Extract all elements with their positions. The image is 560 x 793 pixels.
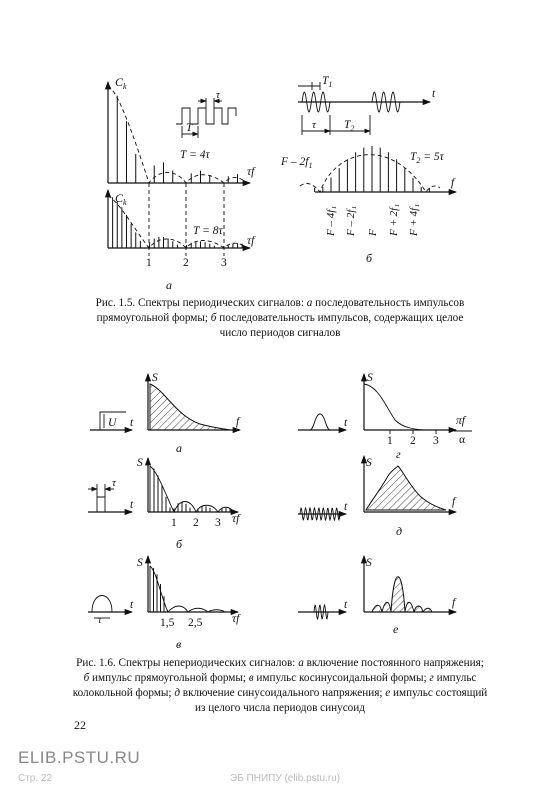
fig15a-bottom-lines <box>108 196 242 248</box>
fig16e-burst <box>300 605 338 619</box>
fig15-caption-line: Рис. 1.5. Спектры периодических сигналов: а последовательность импульсов <box>95 297 465 309</box>
fig15a-tick-2: 2 <box>183 257 189 269</box>
fig15a-pulse-train <box>176 108 236 124</box>
fig16-caption-line: колокольной формы; д включение синусоидального напряжения; е импульс состоящий <box>72 687 488 699</box>
fig16b-panel-letter: б <box>176 537 183 551</box>
fig16a-panel-letter: а <box>176 441 182 455</box>
fig16d-f-label: f <box>452 496 456 508</box>
fig15b-note: $T_2 = 5\tau$ <box>410 151 444 165</box>
fig16g-tick-3: 3 <box>433 435 439 447</box>
fig16d-S-label: S <box>366 457 372 469</box>
fig16-caption-line: из целого числа периодов синусоид <box>195 702 365 714</box>
fig15-caption <box>70 296 490 341</box>
fig16d-hatched-spectrum <box>366 466 446 510</box>
fig15a-pulse-tau: τ <box>216 89 220 101</box>
fig16-v-spectrum <box>137 556 241 651</box>
fig15b-frequency-labels <box>325 204 420 237</box>
fig16-a-spectrum <box>148 372 241 455</box>
fig15a-top-envelope <box>108 86 244 183</box>
fig16a-S-label: S <box>152 372 158 384</box>
fig16b-tick-2: 2 <box>193 517 199 529</box>
fig15b-t-label: t <box>432 88 436 100</box>
fig16g-panel-letter: г <box>396 447 401 461</box>
fig15a-top-xlabel: τf <box>247 166 255 178</box>
fig16v-tick-2: 2,5 <box>188 617 203 629</box>
fig16-e-spectrum <box>364 556 457 636</box>
fig15a-panel-letter: а <box>166 278 172 292</box>
fig15b-panel-letter: б <box>366 251 373 265</box>
fig16e-panel-letter: е <box>393 622 399 636</box>
fig16v-S-label: S <box>137 557 143 569</box>
fig16-a-step-signal <box>90 412 134 430</box>
fig16b-tick-3: 3 <box>215 517 221 529</box>
fig16e-side-lobe <box>382 602 391 612</box>
fig15a-tick-1: 1 <box>146 257 152 269</box>
fig15a-pulse-T: T <box>186 122 193 134</box>
fig16v-tau-label: τ <box>98 615 102 626</box>
fig16e-S-label: S <box>366 557 372 569</box>
fig15a-top-note: T = 4τ <box>180 149 210 161</box>
fig15a-tick-3: 3 <box>221 257 227 269</box>
fig16e-t-label: t <box>344 599 348 611</box>
fig15a-top-ylabel: $C_k$ <box>115 75 127 91</box>
fig16v-pulse <box>92 596 112 613</box>
fig16e-f-label: f <box>452 597 456 609</box>
fig15b-tau-label: τ <box>312 119 316 131</box>
fig16a-U-label: U <box>108 417 117 429</box>
fig15b-freq-label: F + 2f₁ <box>388 203 400 236</box>
fig16-v-cos-pulse <box>88 596 134 627</box>
fig16-caption <box>62 656 498 716</box>
fig15a-bottom-note: T = 8τ <box>193 225 223 237</box>
fig16v-envelope <box>150 566 225 612</box>
fig16-g-spectrum <box>364 372 472 461</box>
site-watermark[interactable]: ELIB.PSTU.RU <box>18 748 141 767</box>
fig15b-freq-label: F – 4f₁ <box>325 205 337 236</box>
fig15b-left-label: F – $2f_1$ <box>281 156 313 170</box>
fig16b-tau-label: τ <box>112 477 116 489</box>
fig16a-hatched-spectrum <box>150 384 230 430</box>
fig15-caption-line: прямоугольной формы; б последовательность импульсов, содержащих целое <box>96 312 464 324</box>
fig16e-lobes <box>372 577 432 612</box>
fig16g-alpha: α <box>459 434 466 446</box>
fig16-e-burst-signal <box>298 599 348 619</box>
fig15b-freq-label: F – 2f₁ <box>345 205 357 236</box>
fig15-caption-line: число периодов сигналов <box>219 327 341 339</box>
fig16b-pulse <box>97 497 105 512</box>
fig16b-t-label: t <box>130 499 134 511</box>
fig16a-t-label: t <box>130 417 134 429</box>
fig16g-pi-f: πf <box>456 415 465 427</box>
fig16e-side-lobe <box>414 606 423 612</box>
fig16e-side-lobe <box>372 605 382 612</box>
fig15b-freq-label: F + 4f₁ <box>408 203 420 236</box>
fig16g-S-label: S <box>367 372 373 384</box>
fig16g-t-label: t <box>344 417 348 429</box>
fig15b-freq-label: F <box>367 229 379 236</box>
fig16-caption-line: Рис. 1.6. Спектры непериодических сигналов: а включение постоянного напряжения; <box>76 657 484 669</box>
fig16e-side-lobe <box>423 608 432 612</box>
fig16v-t-label: t <box>130 599 134 611</box>
fig16v-tau-f-label: τf <box>232 613 240 625</box>
fig16a-f-label: f <box>236 416 240 428</box>
fig16d-panel-letter: д <box>396 524 403 538</box>
fig16-d-sine-signal <box>298 501 348 520</box>
fig15-panel-a <box>108 75 256 292</box>
fig16e-main-lobe <box>391 577 405 612</box>
fig15a-bottom-ylabel: $C_k$ <box>115 191 127 207</box>
fig16b-tick-1: 1 <box>171 517 177 529</box>
fig16g-tick-2: 2 <box>410 435 416 447</box>
fig16-d-spectrum <box>364 456 457 538</box>
fig16-b-rect-pulse <box>88 477 134 512</box>
fig16g-curve <box>364 384 430 430</box>
fig16-b-spectrum <box>137 457 241 551</box>
fig15b-T2-label: $T_2$ <box>344 119 355 133</box>
footer-page-label: Стр. 22 <box>18 773 53 784</box>
fig16v-tick-1: 1,5 <box>160 617 175 629</box>
fig16b-S-label: S <box>137 457 143 469</box>
fig16-g-bell-pulse <box>298 414 348 430</box>
fig16g-pulse <box>310 414 330 430</box>
fig15b-T1-label: $T_1$ <box>322 75 333 89</box>
fig16v-panel-letter: в <box>176 637 182 651</box>
fig15b-f-label: f <box>451 177 455 189</box>
fig15-panel-b <box>280 75 456 265</box>
fig16b-lines <box>150 466 230 512</box>
fig15a-bottom-xlabel: τf <box>247 235 255 247</box>
footer-source-label: ЭБ ПНИПУ (elib.pstu.ru) <box>230 773 341 784</box>
fig16e-side-lobe <box>405 602 414 612</box>
fig16d-t-label: t <box>344 501 348 513</box>
fig16-caption-line: б импульс прямоугольной формы; в импульс косинусоидальной формы; г импульс <box>83 672 477 684</box>
fig16b-tau-f-label: τf <box>232 513 240 525</box>
fig16g-tick-1: 1 <box>387 435 393 447</box>
page-number: 22 <box>74 718 86 732</box>
